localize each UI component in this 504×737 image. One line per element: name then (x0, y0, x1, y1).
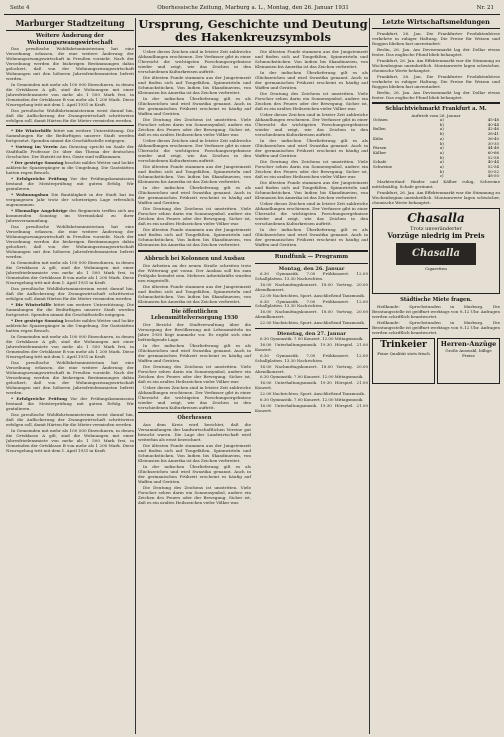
market-note: Marktverlauf: Rinder und Kälber ruhig, Schweine mittelmäßig, Schafe geräumt. Frankfurt, 26. Jan. Am Effektenmarkt war die Stimmung zu Wochenbeginn uneinheitlich. Montanwerte lagen schwächer, chemische Werte behauptet. (372, 179, 500, 206)
table-row: Bullen a) 42-46 (373, 127, 499, 132)
table-row: Schweine a) 52-54 (373, 165, 499, 170)
notice-headline: Städtische Miete fragen. (400, 297, 472, 304)
cigarette-pack-image: Chasalla (396, 243, 476, 265)
table-row: Kühe a) 36-40 (373, 136, 499, 141)
news-item: * Die Winterhilfe bittet um weitere Unterstützung. Die Sammlungen für die Bedürftigen unserer Stadt werden fortgesetzt. Spenden nimmt die Geschäftsstelle entgegen. * Vortrag im Verein Am Dienstag spricht im Saale der Stadthalle Professor Dr. über das Thema der deutschen Geschichte. Der Eintritt ist frei, Gäste sind willkommen. * Der gestrige Sonntag brachte mildes Wetter und lockte zahlreiche Spaziergänger in die Umgebung. Die Gaststätten hatten regen Besuch. * Erfolgreiche Prüfung Vor der Prüfungskommission bestand die Meisterprüfung mit gutem Erfolg. Wir gratulieren. * Wohnungsbau Die Bautätigkeit in der Stadt hat im vergangenen Jahr trotz der schwierigen Lage erfreulich zugenommen. * Ehemalige Angehörige des Regiments treffen sich am kommenden Sonntag im Vereinslokal zu ihrer Jahresversammlung. Das preußische Wohlfahrtsministerium hat eine Verordnung erlassen, die eine weitere Änderung der Wohnungszwangswirtschaft in Preußen vorsieht. Nach der Verordnung werden die bisherigen Bestimmungen dahin gelockert, daß von der Wohnungszwangswirtschaft Wohnungen mit den höheren Jahresfriedensmieten befreit werden. In Gemeinden mit mehr als 100 000 Einwohnern, in denen die Ortsklasse A gilt, sind die Wohnungen mit einer Jahresfriedensmiete von mehr als 1 500 Mark frei, in Gemeinden der Ortsklasse B von mehr als 1 200 Mark. Diese Neuregelung tritt mit dem 1. April 1931 in Kraft. Das preußische Wohlfahrtsministerium weist darauf hin, daß die Auflockerung der Zwangswirtschaft schrittweise erfolgen soll, damit Härten für die Mieter vermieden werden. * Die Winterhilfe bittet um weitere Unterstützung. Die Sammlungen für die Bedürftigen unserer Stadt werden fortgesetzt. Spenden nimmt die Geschäftsstelle entgegen. * Der gestrige Sonntag brachte mildes Wetter und lockte zahlreiche Spaziergänger in die Umgebung. Die Gaststätten hatten regen Besuch. In Gemeinden mit mehr als 100 000 Einwohnern, in denen die Ortsklasse A gilt, sind die Wohnungen mit einer Jahresfriedensmiete von mehr als 1 500 Mark frei, in Gemeinden der Ortsklasse B von mehr als 1 200 Mark. Diese Neuregelung tritt mit dem 1. April 1931 in Kraft. Das preußische Wohlfahrtsministerium hat eine Verordnung erlassen, die eine weitere Änderung der Wohnungszwangswirtschaft in Preußen vorsieht. Nach der Verordnung werden die bisherigen Bestimmungen dahin gelockert, daß von der Wohnungszwangswirtschaft Wohnungen mit den höheren Jahresfriedensmieten befreit werden. * Erfolgreiche Prüfung Vor der Prüfungskommission bestand die Meisterprüfung mit gutem Erfolg. Wir gratulieren. Das preußische Wohlfahrtsministerium weist darauf hin, daß die Auflockerung der Zwangswirtschaft schrittweise erfolgen soll, damit Härten für die Mieter vermieden werden. In Gemeinden mit mehr als 100 000 Einwohnern, in denen die Ortsklasse A gilt, sind die Wohnungen mit einer Jahresfriedensmiete von mehr als 1 500 Mark frei, in Gemeinden der Ortsklasse B von mehr als 1 200 Mark. Diese Neuregelung tritt mit dem 1. April 1931 in Kraft. (6, 128, 134, 453)
table-row: b) 50-52 (439, 169, 499, 174)
economy-news: Frankfurt, 26. Jan. Die Frankfurter Produktenbörse verkehrte in ruhiger Haltung. Die Preise für Weizen und Roggen blieben fast unverändert. Berlin, 26. Jan. Am Devisenmarkt lag der Dollar etwas fester. Das englische Pfund blieb behauptet. Frankfurt, 26. Jan. Am Effektenmarkt war die Stimmung zu Wochenbeginn uneinheitlich. Montanwerte lagen schwächer, chemische Werte behauptet. Frankfurt, 26. Jan. Die Frankfurter Produktenbörse verkehrte in ruhiger Haltung. Die Preise für Weizen und Roggen blieben fast unverändert. Berlin, 26. Jan. Am Devisenmarkt lag der Dollar etwas fester. Das englische Pfund blieb behauptet. (372, 31, 500, 100)
bottom-ads (372, 338, 500, 384)
page-number: Seite 4 (10, 5, 30, 11)
masthead-dateline: Oberhessische Zeitung, Marburg a. L., Montag, den 26. Januar 1931 (157, 5, 349, 11)
column-city-news (6, 18, 134, 734)
city-news-title: Marburger Stadtzeitung (15, 18, 125, 28)
table-row: Färsen a) 44-48 (373, 146, 499, 151)
column-rule (135, 18, 136, 734)
market-title: Schlachtviehmarkt Frankfurt a. M. (385, 106, 487, 112)
lower-section: Abbruch bei Kolonnen und Ausbau Die Arbeiten an der neuen Straße schreiten trotz der Witterung gut voran. Der Ausbau soll bis zum Frühjahr beendet sein. Mehrere Arbeitskräfte wurden neu eingestellt. Die ältesten Funde stammen aus der Jungsteinzeit und finden sich auf Tongefäßen, Spinnwirteln und Schmuckstücken. Von Indien bis Skandinavien, von Kleinasien bis Amerika ist das Zeichen verbreitet. Die öffentlichen Lebensmittelversorgung 1930 Der Bericht der Stadtverwaltung über die Versorgung der Bevölkerung mit Lebensmitteln im Jahre 1930 liegt nunmehr vor. Es ergibt sich eine befriedigende Lage. In der indischen Überlieferung gilt es als Glückszeichen und wird Swastika genannt. Auch in der germanischen Frühzeit erscheint es häufig auf Waffen und Geräten. Die Deutung des Zeichens ist umstritten. Viele Forscher sehen darin ein Sonnensymbol, andere ein Zeichen des Feuers oder der Bewegung. Sicher ist, daß es ein uraltes Heilszeichen vieler Völker war. Ueber dieses Zeichen sind in letzter Zeit zahlreiche Abhandlungen erschienen. Der Verfasser gibt in einer Übersicht die wichtigsten Forschungsergebnisse wieder und zeigt, wie das Zeichen in den verschiedenen Kulturkreisen auftritt. Oberhessen Aus dem Kreis wird berichtet, daß die Versammlungen der landwirtschaftlichen Vereine gut besucht waren. Die Lage der Landwirtschaft wird weiterhin als ernst bezeichnet. Die ältesten Funde stammen aus der Jungsteinzeit und finden sich auf Tongefäßen, Spinnwirteln und Schmuckstücken. Von Indien bis Skandinavien, von Kleinasien bis Amerika ist das Zeichen verbreitet. In der indischen Überlieferung gilt es als Glückszeichen und wird Swastika genannt. Auch in der germanischen Frühzeit erscheint es häufig auf Waffen und Geräten. Die Deutung des Zeichens ist umstritten. Viele Forscher sehen darin ein Sonnensymbol, andere ein Zeichen des Feuers oder der Bewegung. Sicher ist, daß es ein uraltes Heilszeichen vieler Völker war. Rundfunk — Programm Montag, den 26. Januar 6.30 Gymnastik. 7.00 Frühkonzert. 12.00 Schallplatten. 13.30 Nachrichten. 16.00 Nachmittagskonzert. 18.00 Vortrag. 20.00 Abendkonzert. 22.00 Nachrichten, Sport. Anschließend Tanzmusik. 6.30 Gymnastik. 7.00 Frühkonzert. 12.00 Schallplatten. 13.30 Nachrichten. 16.00 Nachmittagskonzert. 18.00 Vortrag. 20.00 Abendkonzert. 22.00 Nachrichten, Sport. Anschließend Tanzmusik. Dienstag, den 27. Januar 6.30 Gymnastik. 7.00 Konzert. 12.00 Mittagsmusik. 16.00 Unterhaltungsmusik. 19.30 Hörspiel. 21.00 Konzert. 6.30 Gymnastik. 7.00 Frühkonzert. 12.00 Schallplatten. 13.30 Nachrichten. 16.00 Nachmittagskonzert. 18.00 Vortrag. 20.00 Abendkonzert. 6.30 Gymnastik. 7.00 Konzert. 12.00 Mittagsmusik. 16.00 Unterhaltungsmusik. 19.30 Hörspiel. 21.00 Konzert. 22.00 Nachrichten, Sport. Anschließend Tanzmusik. 6.30 Gymnastik. 7.00 Konzert. 12.00 Mittagsmusik. 16.00 Unterhaltungsmusik. 19.30 Hörspiel. 21.00 Konzert. (138, 254, 368, 505)
table-row: b) 40-44 (439, 122, 499, 127)
table-row: c) 48-50 (439, 174, 499, 179)
table-row: Ochsen a) 45-48 (373, 118, 499, 122)
chasalla-ad: Chasalla Trotz unveränderter Vorzüge niedrig im Preis Chasalla Cigaretten (372, 208, 500, 294)
market-table (372, 118, 500, 179)
issue-number: Nr. 21 (476, 5, 494, 11)
ad-trinkeier: Trinkeier Feine Qualität stets frisch (372, 338, 435, 384)
economy-title: Letzte Wirtschaftsmeldungen (382, 18, 490, 26)
table-row: Schafe a) 40-44 (373, 160, 499, 165)
table-row: b) 30-35 (439, 141, 499, 146)
column-economy: Letzte Wirtschaftsmeldungen Frankfurt, 26. Jan. Die Frankfurter Produktenbörse verkehrte in ruhiger Haltung. Die Preise für Weizen und Roggen blieben fast unverändert. Berlin, 26. Jan. Am Devisenmarkt lag der Dollar etwas fester. Das englische Pfund blieb behauptet. Frankfurt, 26. Jan. Am Effektenmarkt war die Stimmung zu Wochenbeginn uneinheitlich. Montanwerte lagen schwächer, chemische Werte behauptet. Frankfurt, 26. Jan. Die Frankfurter Produktenbörse verkehrte in ruhiger Haltung. Die Preise für Weizen und Roggen blieben fast unverändert. Berlin, 26. Jan. Am Devisenmarkt lag der Dollar etwas fester. Das englische Pfund blieb behauptet. Schlachtviehmarkt Frankfurt a. M. Auftrieb vom 26. Januar Ochsen a) 45-48 b) 40-44 Bullen a) 42-46 b) 38-41 Kühe a) 36-40 b) 30-35 Färsen a) 44-48 Kälber a) 60-66 b) 52-58 Schafe a) 40-44 Schweine a) 52-54 b) 50-52 c) 48-50 Marktverlauf: Rinder und Kälber ruhig, Schweine mittelmäßig, Schafe geräumt. Frankfurt, 26. Jan. Am Effektenmarkt war die Stimmung zu Wochenbeginn uneinheitlich. Montanwerte lagen schwächer, chemische Werte behauptet. Chasalla Trotz unveränderter Vorzüge niedrig im Preis Chasalla Cigaretten Städtische Miete fragen. Heilkunde: Sprechstunden in Marburg. Die Beratungsstelle ist geöffnet werktags von 9–12 Uhr. Anfragen werden schriftlich beantwortet. Heilkunde: Sprechstunden in Marburg. Die Beratungsstelle ist geöffnet werktags von 9–12 Uhr. Anfragen werden schriftlich beantwortet. Trinkeier Feine Qualität stets frisch Herren-Anzüge Große Auswahl, billige Preise (372, 18, 500, 734)
notice-body: Heilkunde: Sprechstunden in Marburg. Die Beratungsstelle ist geöffnet werktags von 9–12 Uhr. Anfragen werden schriftlich beantwortet. Heilkunde: Sprechstunden in Marburg. Die Beratungsstelle ist geöffnet werktags von 9–12 Uhr. Anfragen werden schriftlich beantwortet. (372, 304, 500, 336)
main-article-body: Ueber dieses Zeichen sind in letzter Zeit zahlreiche Abhandlungen erschienen. Der Verfasser gibt in einer Übersicht die wichtigsten Forschungsergebnisse wieder und zeigt, wie das Zeichen in den verschiedenen Kulturkreisen auftritt. Die ältesten Funde stammen aus der Jungsteinzeit und finden sich auf Tongefäßen, Spinnwirteln und Schmuckstücken. Von Indien bis Skandinavien, von Kleinasien bis Amerika ist das Zeichen verbreitet. In der indischen Überlieferung gilt es als Glückszeichen und wird Swastika genannt. Auch in der germanischen Frühzeit erscheint es häufig auf Waffen und Geräten. Die Deutung des Zeichens ist umstritten. Viele Forscher sehen darin ein Sonnensymbol, andere ein Zeichen des Feuers oder der Bewegung. Sicher ist, daß es ein uraltes Heilszeichen vieler Völker war. Ueber dieses Zeichen sind in letzter Zeit zahlreiche Abhandlungen erschienen. Der Verfasser gibt in einer Übersicht die wichtigsten Forschungsergebnisse wieder und zeigt, wie das Zeichen in den verschiedenen Kulturkreisen auftritt. Die ältesten Funde stammen aus der Jungsteinzeit und finden sich auf Tongefäßen, Spinnwirteln und Schmuckstücken. Von Indien bis Skandinavien, von Kleinasien bis Amerika ist das Zeichen verbreitet. In der indischen Überlieferung gilt es als Glückszeichen und wird Swastika genannt. Auch in der germanischen Frühzeit erscheint es häufig auf Waffen und Geräten. Die Deutung des Zeichens ist umstritten. Viele Forscher sehen darin ein Sonnensymbol, andere ein Zeichen des Feuers oder der Bewegung. Sicher ist, daß es ein uraltes Heilszeichen vieler Völker war. Die ältesten Funde stammen aus der Jungsteinzeit und finden sich auf Tongefäßen, Spinnwirteln und Schmuckstücken. Von Indien bis Skandinavien, von Kleinasien bis Amerika ist das Zeichen verbreitet. Die ältesten Funde stammen aus der Jungsteinzeit und finden sich auf Tongefäßen, Spinnwirteln und Schmuckstücken. Von Indien bis Skandinavien, von Kleinasien bis Amerika ist das Zeichen verbreitet. In der indischen Überlieferung gilt es als Glückszeichen und wird Swastika genannt. Auch in der germanischen Frühzeit erscheint es häufig auf Waffen und Geräten. Die Deutung des Zeichens ist umstritten. Viele Forscher sehen darin ein Sonnensymbol, andere ein Zeichen des Feuers oder der Bewegung. Sicher ist, daß es ein uraltes Heilszeichen vieler Völker war. Ueber dieses Zeichen sind in letzter Zeit zahlreiche Abhandlungen erschienen. Der Verfasser gibt in einer Übersicht die wichtigsten Forschungsergebnisse wieder und zeigt, wie das Zeichen in den verschiedenen Kulturkreisen auftritt. In der indischen Überlieferung gilt es als Glückszeichen und wird Swastika genannt. Auch in der germanischen Frühzeit erscheint es häufig auf Waffen und Geräten. Die Deutung des Zeichens ist umstritten. Viele Forscher sehen darin ein Sonnensymbol, andere ein Zeichen des Feuers oder der Bewegung. Sicher ist, daß es ein uraltes Heilszeichen vieler Völker war. Die ältesten Funde stammen aus der Jungsteinzeit und finden sich auf Tongefäßen, Spinnwirteln und Schmuckstücken. Von Indien bis Skandinavien, von Kleinasien bis Amerika ist das Zeichen verbreitet. Ueber dieses Zeichen sind in letzter Zeit zahlreiche Abhandlungen erschienen. Der Verfasser gibt in einer Übersicht die wichtigsten Forschungsergebnisse wieder und zeigt, wie das Zeichen in den verschiedenen Kulturkreisen auftritt. In der indischen Überlieferung gilt es als Glückszeichen und wird Swastika genannt. Auch in der germanischen Frühzeit erscheint es häufig auf Waffen und Geräten. (138, 49, 368, 247)
article-body: Das preußische Wohlfahrtsministerium hat eine Verordnung erlassen, die eine weitere Änderung der Wohnungszwangswirtschaft in Preußen vorsieht. Nach der Verordnung werden die bisherigen Bestimmungen dahin gelockert, daß von der Wohnungszwangswirtschaft Wohnungen mit den höheren Jahresfriedensmieten befreit werden. In Gemeinden mit mehr als 100 000 Einwohnern, in denen die Ortsklasse A gilt, sind die Wohnungen mit einer Jahresfriedensmiete von mehr als 1 500 Mark frei, in Gemeinden der Ortsklasse B von mehr als 1 200 Mark. Diese Neuregelung tritt mit dem 1. April 1931 in Kraft. Das preußische Wohlfahrtsministerium weist darauf hin, daß die Auflockerung der Zwangswirtschaft schrittweise erfolgen soll, damit Härten für die Mieter vermieden werden. (6, 46, 134, 123)
table-row: b) 52-58 (439, 155, 499, 160)
column-main-article (138, 18, 368, 734)
table-row: b) 38-41 (439, 132, 499, 137)
masthead (4, 3, 500, 15)
article-headline: Weitere Änderung der Wohnungszwangswirtschaft (27, 33, 113, 46)
radio-program: Rundfunk — Programm Montag, den 26. Januar 6.30 Gymnastik. 7.00 Frühkonzert. 12.00 Schallplatten. 13.30 Nachrichten. 16.00 Nachmittagskonzert. 18.00 Vortrag. 20.00 Abendkonzert. 22.00 Nachrichten, Sport. Anschließend Tanzmusik. 6.30 Gymnastik. 7.00 Frühkonzert. 12.00 Schallplatten. 13.30 Nachrichten. 16.00 Nachmittagskonzert. 18.00 Vortrag. 20.00 Abendkonzert. 22.00 Nachrichten, Sport. Anschließend Tanzmusik. Dienstag, den 27. Januar 6.30 Gymnastik. 7.00 Konzert. 12.00 Mittagsmusik. 16.00 Unterhaltungsmusik. 19.30 Hörspiel. 21.00 Konzert. 6.30 Gymnastik. 7.00 Frühkonzert. 12.00 Schallplatten. 13.30 Nachrichten. 16.00 Nachmittagskonzert. 18.00 Vortrag. 20.00 Abendkonzert. 6.30 Gymnastik. 7.00 Konzert. 12.00 Mittagsmusik. 16.00 Unterhaltungsmusik. 19.30 Hörspiel. 21.00 Konzert. 22.00 Nachrichten, Sport. Anschließend Tanzmusik. 6.30 Gymnastik. 7.00 Konzert. 12.00 Mittagsmusik. 16.00 Unterhaltungsmusik. 19.30 Hörspiel. 21.00 Konzert. (255, 254, 368, 413)
ad-herren-anzuege: Herren-Anzüge Große Auswahl, billige Preise (437, 338, 500, 384)
main-headline: Ursprung, Geschichte und Deutung des Hakenkreuzsymbols (138, 18, 368, 44)
column-rule (369, 18, 370, 734)
table-row: Kälber a) 60-66 (373, 150, 499, 155)
